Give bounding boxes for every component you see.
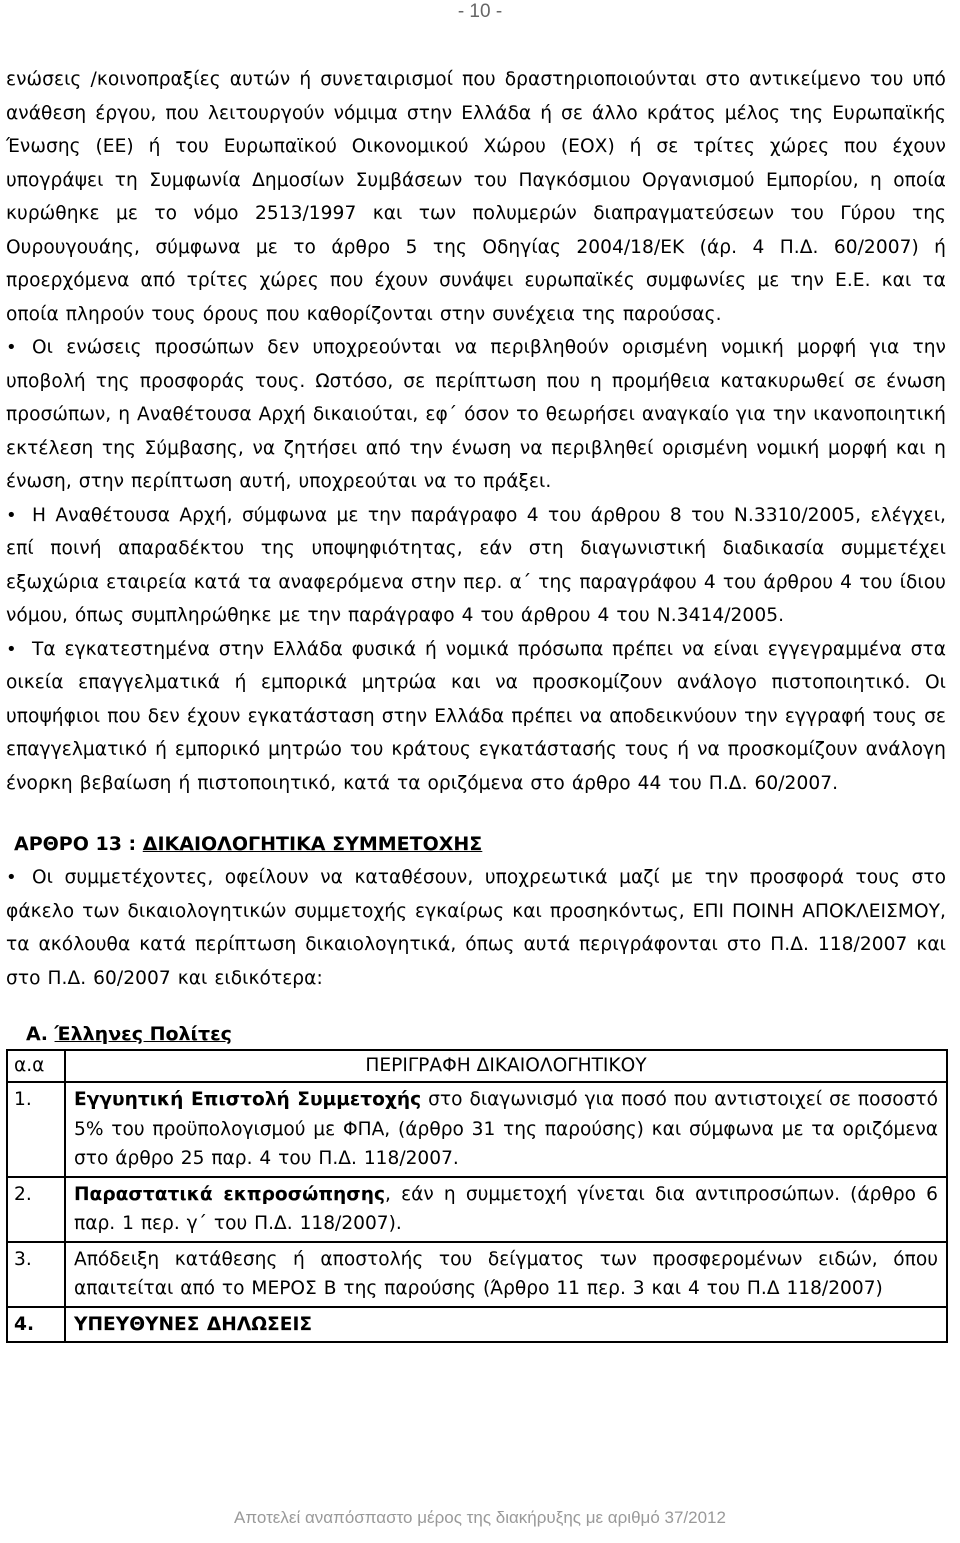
bullet-paragraph [6, 861, 946, 995]
column-header-description: ΠΕΡΙΓΡΑΦΗ ΔΙΚΑΙΟΛΟΓΗΤΙΚΟΥ [65, 1050, 947, 1082]
bullet-text: Η Αναθέτουσα Αρχή, σύμφωνα με την παράγραφο 4 του άρθρου 8 του Ν.3310/2005, ελέγχει, επί ποινή απαραδέκτου της υποψηφιότητας, εάν στη διαγωνιστική διαδικασία συμμετέχει εξωχώρια εταιρεία κατά τα αναφερόμενα στην περ. α΄ της παραγράφου 4 του άρθρου 4 του ίδιου νόμου, όπως συμπληρώθηκε με την παράγραφο 4 του άρθρου 4 του Ν.3414/2005. [6, 504, 946, 626]
bullet-icon: • [6, 638, 17, 660]
bullet-paragraph [6, 499, 946, 633]
row-number: 3. [7, 1242, 65, 1307]
section-prefix: Α. [26, 1023, 55, 1045]
article-heading [14, 828, 946, 861]
row-number: 4. [7, 1307, 65, 1343]
bullet-icon: • [6, 337, 17, 358]
documents-table [6, 1049, 948, 1343]
row-number: 2. [7, 1177, 65, 1242]
document-body [6, 63, 946, 1343]
page-footer: Αποτελεί αναπόσπαστο μέρος της διακήρυξης με αριθμό 37/2012 [234, 1508, 726, 1527]
section-title: Έλληνες Πολίτες [54, 1023, 232, 1045]
bullet-icon: • [6, 867, 17, 888]
table-row [7, 1177, 947, 1242]
row-description [65, 1307, 947, 1343]
column-header-number: α.α [7, 1050, 65, 1082]
intro-paragraph: ενώσεις /κοινοπραξίες αυτών ή συνεταιρισμοί που δραστηριοποιούνται στο αντικείμενο του υπό ανάθεση έργου, που λειτουργούν νόμιμα στην Ελλάδα ή σε άλλο κράτος μέλος της Ευρωπαϊκής Ένωσης (ΕΕ) ή του Ευρωπαϊκού Οικονομικού Χώρου (ΕΟΧ) ή σε τρίτες χώρες που έχουν υπογράψει τη Συμφωνία Δημοσίων Συμβάσεων του Παγκόσμιου Οργανισμού Εμπορίου, η οποία κυρώθηκε με το νόμο 2513/1997 και των πολυμερών διαπραγματεύσεων του Γύρου της Ουρουγουάης, σύμφωνα με το άρθρο 5 της Οδηγίας 2004/18/ΕΚ (άρ. 4 Π.Δ. 60/2007) ή προερχόμενα από τρίτες χώρες που έχουν συνάψει ευρωπαϊκές συμφωνίες με την Ε.Ε. και τα οποία πληρούν τους όρους που καθορίζονται στην συνέχεια της παρούσας. [6, 69, 946, 325]
row-bold-text: Εγγυητική Επιστολή Συμμετοχής [74, 1089, 422, 1110]
bullet-icon: • [6, 504, 17, 526]
table-row [7, 1242, 947, 1307]
table-header-row [7, 1050, 947, 1082]
row-text: , εάν η συμμετοχή γίνεται δια αντιπροσώπων. (άρθρο 6 παρ. 1 περ. γ΄ του Π.Δ. 118/2007). [74, 1183, 938, 1234]
bullet-text: Οι συμμετέχοντες, οφείλουν να καταθέσουν, υποχρεωτικά μαζί με την προσφορά τους στο φάκελο των δικαιολογητικών συμμετοχής εγκαίρως και προσηκόντως, ΕΠΙ ΠΟΙΝΗ ΑΠΟΚΛΕΙΣΜΟΥ, τα ακόλουθα κατά περίπτωση δικαιολογητικά, όπως αυτά περιγράφονται στο Π.Δ. 118/2007 και στο Π.Δ. 60/2007 και ειδικότερα: [6, 867, 946, 989]
bullet-paragraph [6, 633, 946, 801]
table-row [7, 1082, 947, 1177]
row-bold-text: ΥΠΕΥΘΥΝΕΣ ΔΗΛΩΣΕΙΣ [74, 1313, 313, 1335]
bullet-paragraph [6, 331, 946, 499]
article-prefix: ΑΡΘΡΟ 13 : [14, 833, 143, 855]
section-heading [26, 1019, 946, 1049]
row-description [65, 1177, 947, 1242]
row-number: 1. [7, 1082, 65, 1177]
row-description [65, 1242, 947, 1307]
row-description [65, 1082, 947, 1177]
bullet-text: Τα εγκατεστημένα στην Ελλάδα φυσικά ή νομικά πρόσωπα πρέπει να είναι εγγεγραμμένα στα οικεία επαγγελματικά ή εμπορικά μητρώα και να προσκομίζουν ανάλογο πιστοποιητικό. Οι υποψήφιοι που δεν έχουν εγκατάσταση στην Ελλάδα πρέπει να αποδεικνύουν την εγγραφή τους σε επαγγελματικό ή εμπορικό μητρώο του κράτους εγκατάστασής τους ή να προσκομίζουν ανάλογη ένορκη βεβαίωση ή πιστοποιητικό, κατά τα οριζόμενα στο άρθρο 44 του Π.Δ. 60/2007. [6, 638, 946, 794]
row-text: στο διαγωνισμό για ποσό που αντιστοιχεί σε ποσοστό 5% του προϋπολογισμού με ΦΠΑ, (άρθρο 31 της παρούσης) και σύμφωνα με τα οριζόμενα στο άρθρο 25 παρ. 4 του Π.Δ. 118/2007. [74, 1089, 938, 1169]
table-row [7, 1307, 947, 1343]
article-title: ΔΙΚΑΙΟΛΟΓΗΤΙΚΑ ΣΥΜΜΕΤΟΧΗΣ [142, 833, 483, 855]
bullet-text: Οι ενώσεις προσώπων δεν υποχρεούνται να περιβληθούν ορισμένη νομική μορφή για την υποβολή της προσφοράς τους. Ωστόσο, σε περίπτωση που η προμήθεια κατακυρωθεί σε ένωση προσώπων, η Αναθέτουσα Αρχή δικαιούται, εφ΄ όσον το θεωρήσει αναγκαίο για την ικανοποιητική εκτέλεση της Σύμβασης, να ζητήσει από την ένωση να περιβληθεί ορισμένη νομική μορφή και η ένωση, στην περίπτωση αυτή, υποχρεούται να το πράξει. [6, 337, 946, 492]
row-text: Απόδειξη κατάθεσης ή αποστολής του δείγματος των προσφερομένων ειδών, όπου απαιτείται από το ΜΕΡΟΣ Β της παρούσης (Άρθρο 11 περ. 3 και 4 του Π.Δ 118/2007) [74, 1248, 938, 1299]
page-number: - 10 - [457, 1, 503, 22]
row-bold-text: Παραστατικά εκπροσώπησης [74, 1183, 386, 1205]
